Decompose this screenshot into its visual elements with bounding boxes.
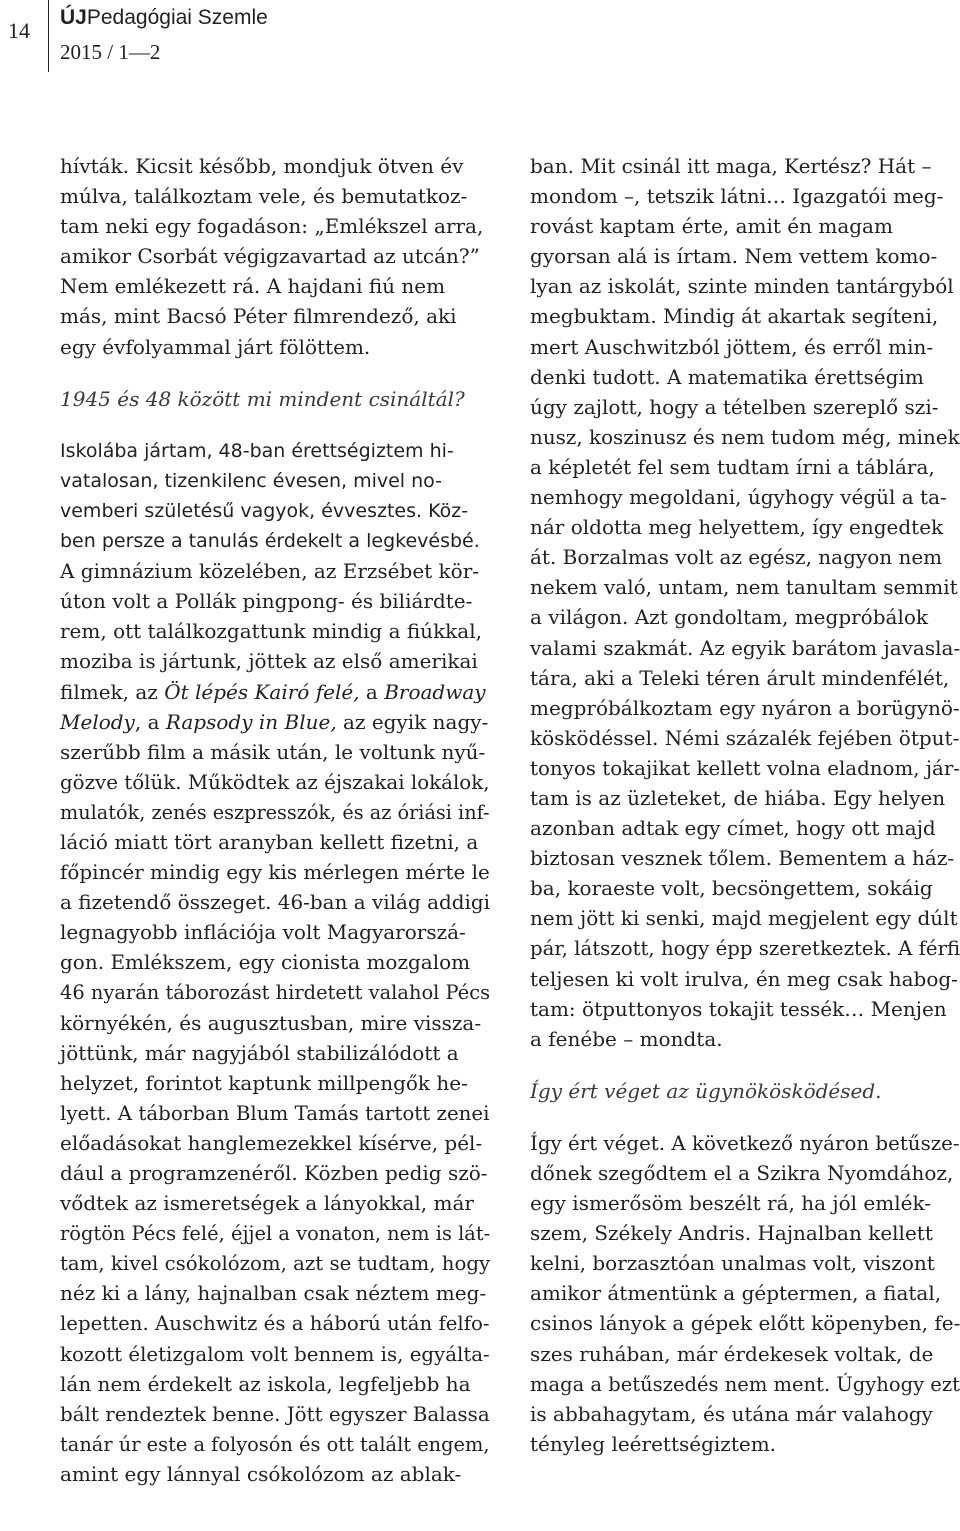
right-column (530, 151, 960, 1459)
journal-issue: 2015 / 1—2 (60, 40, 161, 64)
text-line: szes ruhában, már érdekesek voltak, de (530, 1341, 934, 1366)
text-line: más, mint Bacsó Péter filmrendező, aki (60, 304, 457, 329)
text-line: amikor átmentünk a géptermen, a fiatal, (530, 1281, 942, 1306)
text-span: filmek, az (60, 679, 165, 704)
text-line: a képletét fel sem tudtam írni a táblára, (530, 454, 935, 479)
text-line (60, 677, 490, 707)
text-line: Iskolába jártam, 48-ban érettségiztem hi- (60, 439, 454, 462)
text-line: valami szakmát. Az egyik barátom javasla- (530, 635, 960, 660)
text-line: egy évfolyammal járt fölöttem. (60, 334, 371, 359)
text-line: nusz, koszinusz és nem tudom még, minek (530, 424, 960, 449)
text-span: az egyik nagy- (336, 709, 489, 734)
text-line: dőnek szegődtem el a Szikra Nyomdához, (530, 1161, 954, 1185)
text-line: Így ért véget. A következő nyáron betűsze- (530, 1130, 960, 1155)
text-line: múlva, találkoztam vele, és bemutatkoz- (60, 184, 468, 209)
text-line: tam is az üzleteket, de hiába. Egy helyen (530, 785, 946, 810)
film-title: Öt lépés Kairó felé, (164, 679, 360, 704)
text-line: azonban adtak egy címet, hogy ott majd (530, 816, 936, 841)
text-line: úgy zajlott, hogy a tételben szereplő szi- (530, 394, 939, 419)
text-line: lán nem érdekelt az iskola, legfeljebb ha (60, 1371, 471, 1396)
text-line: lyett. A táborban Blum Tamás tartott zenei (60, 1100, 490, 1125)
text-line: nekem való, untam, nem tanultam semmit (530, 575, 958, 600)
text-line (60, 707, 490, 737)
text-line: láció miatt tört aranyban kellett fizetni, a (60, 829, 479, 854)
text-line: jöttünk, már nagyjából stabilizálódott a (60, 1040, 459, 1065)
text-line: csinos lányok a gépek előtt köpenyben, fe- (530, 1311, 960, 1336)
left-column (60, 151, 490, 1489)
spacer (530, 1106, 960, 1128)
journal-name: Pedagógiai Szemle (86, 6, 268, 29)
text-line: legnagyobb inflációja volt Magyarorszá- (60, 920, 466, 945)
interview-question: Így ért véget az ügynökösködésed. (530, 1078, 882, 1103)
film-title: Broadway (384, 679, 486, 704)
text-line: nem jött ki senki, majd megjelent egy dúlt (530, 906, 958, 931)
text-line: tam: ötputtonyos tokajit tessék… Menjen (530, 996, 947, 1021)
text-line: dául a programzenéről. Közben pedig szö- (60, 1161, 488, 1185)
text-line: tam neki egy fogadáson: „Emlékszel arra, (60, 214, 484, 239)
text-line: ba, koraeste volt, becsöngettem, sokáig (530, 876, 933, 901)
text-line: tonyos tokajikat kellett volna eladnom, jár- (530, 755, 960, 780)
journal-prefix: ÚJ (60, 6, 87, 29)
text-line: gon. Emlékszem, egy cionista mozgalom (60, 950, 471, 975)
text-line: a fizetendő összeget. 46-ban a világ addigi (60, 890, 491, 915)
paragraph (530, 1128, 960, 1459)
text-line: át. Borzalmas volt az egész, nagyon nem (530, 545, 943, 570)
text-line: vatalosan, tizenkilenc évesen, mivel no- (60, 469, 443, 492)
text-line: a világon. Azt gondoltam, megpróbálok (530, 605, 929, 630)
text-line: moziba is jártunk, jöttek az első amerikai (60, 649, 478, 674)
text-line: teljesen ki volt irulva, én meg csak habog- (530, 966, 958, 991)
header-divider (48, 0, 49, 72)
text-line: nár oldotta meg helyettem, így engedtek (530, 515, 944, 540)
text-line: lyan az iskolát, szinte minden tantárgyból (530, 274, 954, 299)
text-line: amint egy lánnyal csókolózom az ablak- (60, 1461, 462, 1486)
text-line: bált rendeztek benne. Jött egyszer Balassa (60, 1401, 490, 1426)
text-line: maga a betűszedés nem ment. Úgyhogy ezt (530, 1371, 960, 1396)
text-line: mondom –, tetszik látni… Igazgatói meg- (530, 184, 944, 209)
text-line: tára, aki a Teleki téren árult mindenfélét, (530, 665, 950, 690)
text-line: megpróbálkoztam egy nyáron a borügynö- (530, 695, 960, 720)
text-line: 46 nyarán táborozást hirdetett valahol Pécs (60, 980, 491, 1005)
text-line: szem, Székely Andris. Hajnalban kellett (530, 1221, 933, 1246)
text-line: néz ki a lány, hajnalban csak néztem meg- (60, 1281, 487, 1306)
text-line: előadásokat hanglemezekkel kísérve, pél- (60, 1130, 483, 1155)
text-line: A gimnázium közelében, az Erzsébet kör- (60, 559, 480, 584)
page-number: 14 (8, 18, 30, 43)
text-line: a fenébe – mondta. (530, 1026, 723, 1051)
text-line: környékén, és augusztusban, mire vissza- (60, 1010, 482, 1035)
text-line: főpincér mindig egy kis mérlegen mérte le (60, 860, 490, 885)
text-line: vemberi születésű vagyok, évvesztes. Köz- (60, 499, 469, 522)
paragraph (60, 556, 490, 1489)
text-line: ban. Mit csinál itt maga, Kertész? Hát – (530, 154, 932, 178)
text-line: mulatók, zenés eszpresszók, és az óriási inf- (60, 799, 490, 824)
spacer (60, 362, 490, 384)
film-title: Rapsody in Blue, (165, 709, 337, 734)
text-line: vődtek az ismeretségek a lányokkal, már (60, 1191, 474, 1216)
text-line: tényleg leérettségiztem. (530, 1431, 777, 1456)
text-line: tam, kivel csókolózom, azt se tudtam, hogy (60, 1251, 491, 1276)
text-line: tanár úr este a folyosón és ott talált engem, (60, 1431, 490, 1456)
text-line: helyzet, forintot kaptunk millpengők he- (60, 1070, 468, 1095)
journal-title (60, 6, 268, 30)
text-line: nemhogy megoldani, úgyhogy végül a ta- (530, 485, 947, 510)
text-line: lepetten. Auschwitz és a háború után felfo- (60, 1311, 490, 1336)
text-line: ben persze a tanulás érdekelt a legkevésbé. (60, 530, 480, 553)
text-span: a (359, 679, 385, 704)
text-line: hívták. Kicsit később, mondjuk ötven év (60, 154, 464, 178)
paragraph (530, 151, 960, 1054)
text-line: egy ismerősöm beszélt rá, ha jól emlék- (530, 1191, 931, 1216)
film-title: Melody (60, 709, 135, 734)
text-line: is abbahagytam, és utána már valahogy (530, 1401, 933, 1426)
text-line: denki tudott. A matematika érettségim (530, 364, 924, 389)
text-line: mert Auschwitzból jöttem, és erről min- (530, 334, 934, 359)
text-line: kösködéssel. Némi százalék fejében ötput- (530, 725, 960, 750)
text-line: pár, látszott, hogy épp szeretkeztek. A férfi (530, 936, 960, 961)
text-line: gözve tőlük. Működtek az éjszakai lokálok, (60, 769, 490, 794)
text-span: , a (134, 709, 166, 734)
text-line: megbuktam. Mindig át akartak segíteni, (530, 304, 939, 329)
spacer (60, 414, 490, 436)
paragraph (60, 151, 490, 362)
text-line: szerűbb film a másik után, le voltunk nyű- (60, 739, 486, 764)
text-line: kelni, borzasztóan unalmas volt, viszont (530, 1251, 935, 1276)
spacer (530, 1054, 960, 1076)
text-line: rovást kaptam érte, amit én magam (530, 214, 893, 239)
text-line: gyorsan alá is írtam. Nem vettem komo- (530, 244, 938, 269)
text-line: kozott életizgalom volt bennem is, egyálta- (60, 1341, 490, 1366)
text-line: amikor Csorbát végigzavartad az utcán?” (60, 244, 480, 269)
text-line: rögtön Pécs felé, éjjel a vonaton, nem is lát- (60, 1221, 491, 1246)
text-line: úton volt a Pollák pingpong- és biliárdte- (60, 589, 473, 614)
text-line: biztosan vesznek tőlem. Bementem a ház- (530, 846, 955, 871)
paragraph (60, 436, 490, 556)
text-line: rem, ott találkozgattunk mindig a fiúkkal, (60, 619, 482, 644)
interview-question: 1945 és 48 között mi mindent csináltál? (60, 386, 465, 411)
text-line: Nem emlékezett rá. A hajdani fiú nem (60, 274, 446, 299)
